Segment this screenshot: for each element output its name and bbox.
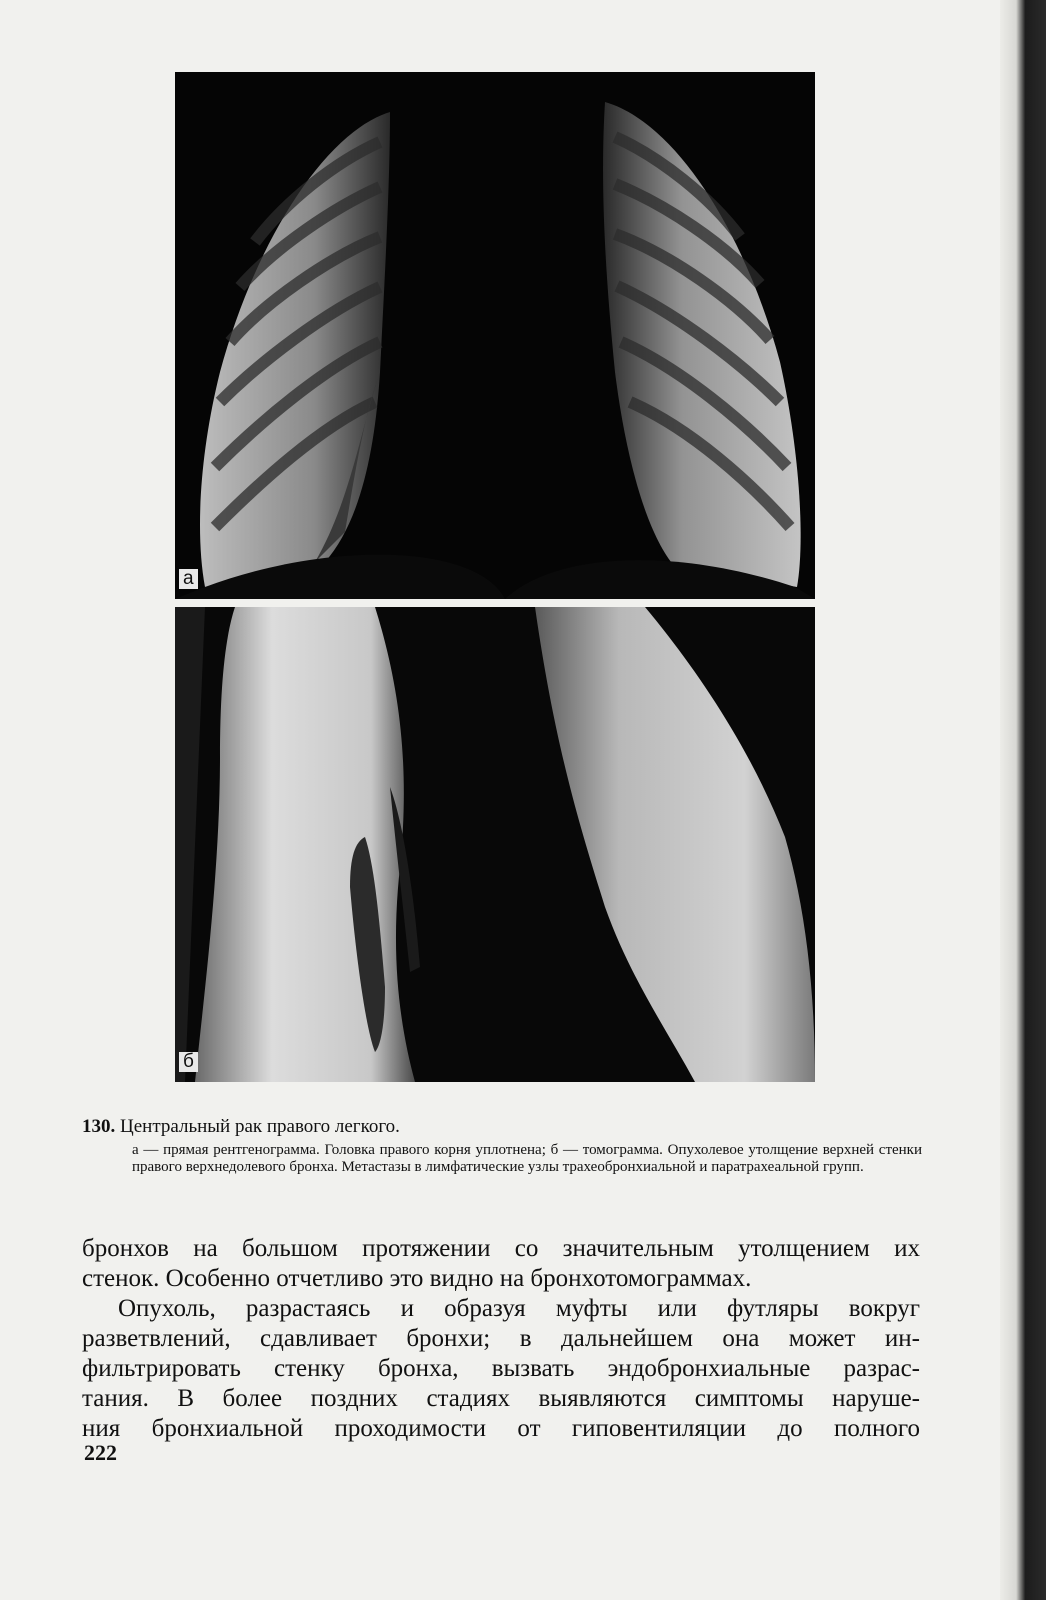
- body-line: Опухоль, разрастаясь и образуя муфты или футляры вокруг: [118, 1295, 920, 1322]
- panel-a-label: а: [179, 569, 198, 589]
- page-gutter-shadow: [1000, 0, 1046, 1600]
- body-line: ния бронхиальной проходимости от гиповентиляции до полного: [82, 1415, 920, 1442]
- caption-title-line: [82, 1116, 922, 1138]
- body-line: бронхов на большом протяжении со значительным утолщением их: [82, 1235, 920, 1262]
- body-line: фильтрировать стенку бронха, вызвать эндобронхиальные разрас-: [82, 1355, 920, 1382]
- tomogram-image: [175, 607, 815, 1082]
- caption-title: Центральный рак правого легкого.: [120, 1116, 400, 1137]
- figure-number: 130.: [82, 1116, 116, 1137]
- chest-radiograph-image: [175, 72, 815, 599]
- body-line: тания. В более поздних стадиях выявляются симптомы наруше-: [82, 1385, 920, 1412]
- panel-b-label: б: [179, 1052, 198, 1072]
- page-number: 222: [84, 1440, 117, 1465]
- body-text: [82, 1234, 920, 1444]
- xray-panel-a: [175, 72, 815, 599]
- caption-body: а — прямая рентгенограмма. Головка правого корня уплотнена; б — томограмма. Опухолевое утолщение верхней стенки правого верхнедолевого бронха. Метастазы в лимфатические узлы трахеобронхиальной и паратрахеальной групп.: [132, 1142, 922, 1175]
- body-line: разветвлений, сдавливает бронхи; в дальнейшем она может ин-: [82, 1325, 920, 1352]
- figure-caption: [82, 1116, 922, 1176]
- tomogram-panel-b: [175, 607, 815, 1082]
- body-line: стенок. Особенно отчетливо это видно на бронхотомограммах.: [82, 1265, 752, 1292]
